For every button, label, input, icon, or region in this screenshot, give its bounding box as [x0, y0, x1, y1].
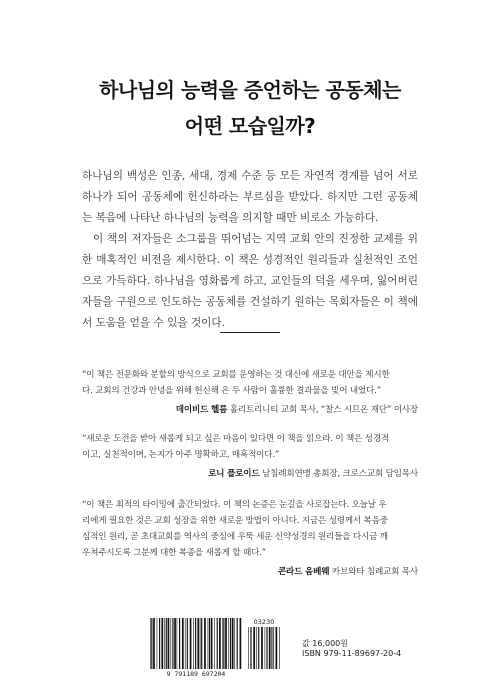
barcode-bar — [150, 618, 151, 669]
endorser-role: 남침례회연맹 총회장, 크로스교회 담임목사 — [262, 469, 418, 479]
addon-barcode-bar — [258, 627, 259, 669]
addon-barcode-bar — [265, 627, 266, 669]
quote-line: “새로운 도전을 받아 새롭게 되고 싶은 마음이 있다면 이 책을 읽으라. 이 책은 성경적 — [82, 434, 390, 444]
barcode-bar — [179, 618, 180, 669]
barcode-bar — [223, 618, 224, 669]
barcode-bar — [204, 618, 206, 669]
addon-barcode-bar — [266, 627, 267, 669]
quote-line: “이 책은 전문화와 분할의 방식으로 교회를 운영하는 것 대신에 새로운 대안을 제시한 — [82, 370, 390, 380]
endorser-name: 콘라드 음베웨 — [277, 567, 330, 577]
barcode-bar — [190, 618, 192, 669]
barcode-bar — [174, 618, 176, 669]
barcode-bar — [230, 618, 231, 669]
barcode-bar — [195, 618, 196, 669]
barcode-human-readable-digits: 9 791189 697204 — [166, 670, 226, 678]
barcode-bar — [240, 618, 242, 669]
barcode-bar — [187, 618, 188, 669]
quote-line: 다. 교회의 건강과 안녕을 위해 헌신해 온 두 사람이 훌륭한 결과물을 빚어 내었다.” — [82, 386, 381, 396]
title-line-1: 하나님의 능력을 증언하는 공동체는 — [99, 78, 401, 102]
addon-barcode-bar — [253, 627, 255, 669]
barcode-bar — [234, 618, 235, 669]
barcode-graphic — [144, 616, 294, 678]
endorser-role: 카브와타 침례교회 목사 — [331, 567, 418, 577]
quote-line: “이 책은 최적의 타이밍에 출간되었다. 이 책의 논증은 눈길을 사로잡는다. 오늘날 우 — [82, 500, 387, 510]
barcode-addon-digits: 03230 — [253, 618, 275, 626]
quote-line: 리에게 필요한 것은 교회 성장을 위한 새로운 방법이 아니다. 지금은 성령께서 복음중 — [82, 516, 388, 526]
addon-barcode-bar — [248, 627, 249, 669]
barcode-bar — [214, 618, 215, 669]
price-isbn-block — [302, 639, 401, 659]
quote-text — [82, 497, 418, 561]
section-divider — [220, 332, 280, 333]
barcode-bar — [171, 618, 172, 669]
barcode-bar — [217, 618, 218, 669]
isbn-label: ISBN 979-11-89697-20-4 — [302, 649, 402, 658]
addon-barcode-bar — [250, 627, 251, 669]
quote-text — [82, 367, 418, 399]
addon-barcode-bar — [269, 627, 271, 669]
barcode-bar — [222, 618, 223, 669]
barcode-bar — [153, 618, 155, 669]
addon-barcode-bar — [273, 627, 274, 669]
barcode-bar — [208, 618, 209, 669]
book-tagline-title — [0, 72, 500, 144]
barcode-bar — [201, 618, 202, 669]
endorser-name: 로니 플로이드 — [208, 469, 260, 479]
barcode-bar — [228, 618, 229, 669]
book-description — [82, 166, 418, 334]
description-paragraph-2: 이 책의 저자들은 소그룹을 뛰어넘는 지역 교회 안의 진정한 교제를 위한 매혹적인 비전을 제시한다. 이 책은 성경적인 원리들과 실천적인 조언으로 가득하다. 하나님을 영화롭게 하고, 교인들의 덕을 세우며, 잃어버린 자들을 구원으로 인도하는 공동체를 건설하기 원하는 목회자들은 이 책에서 도움을 얻을 수 있을 것이다. — [82, 233, 418, 329]
barcode-bar — [193, 618, 194, 669]
addon-barcode-bar — [271, 627, 272, 669]
endorsement-quote — [82, 431, 418, 482]
isbn-barcode — [144, 616, 294, 678]
barcode-bar — [211, 618, 213, 669]
quote-text — [82, 431, 418, 463]
quote-attribution — [82, 466, 418, 482]
title-line-2: 어떤 모습일까? — [184, 114, 316, 138]
endorser-role: 홀리트리니티 교회 목사, “찰스 시므온 재단” 이사장 — [229, 405, 418, 415]
addon-barcode-bar — [279, 627, 280, 669]
endorsement-quote — [82, 497, 418, 580]
quote-line: 이고, 실천적이며, 논지가 아주 명확하고, 매혹적이다.” — [82, 450, 280, 460]
barcode-bar — [172, 618, 173, 669]
barcode-bar — [219, 618, 221, 669]
barcode-bar — [161, 618, 163, 669]
description-paragraph-1: 하나님의 백성은 인종, 세대, 경제 수준 등 모든 자연적 경계를 넘어 서로 하나가 되어 공동체에 헌신하라는 부르심을 받았다. 하지만 그런 공동체는 복음에 나타난 하나님의 능력을 의지할 때만 비로소 가능하다. — [82, 170, 418, 224]
endorser-name: 데이비드 헬름 — [175, 405, 228, 415]
addon-barcode-bar — [261, 627, 263, 669]
barcode-bar — [209, 618, 210, 669]
addon-barcode-bar — [256, 627, 257, 669]
endorsement-quote — [82, 367, 418, 418]
barcode-bar — [157, 618, 158, 669]
barcode-bar — [177, 618, 178, 669]
barcode-bar — [182, 618, 184, 669]
barcode-bar — [232, 618, 234, 669]
barcode-bar — [197, 618, 199, 669]
price-label: 값 16,000원 — [302, 639, 348, 648]
barcode-bar — [225, 618, 227, 669]
quote-attribution — [82, 402, 418, 418]
barcode-bar — [237, 618, 238, 669]
barcode-bar — [185, 618, 186, 669]
quote-line: 우쳐주시도록 그분께 대한 복종을 새롭게 할 때다.” — [82, 548, 267, 558]
barcode-bar — [200, 618, 201, 669]
barcode-bar — [168, 618, 170, 669]
barcode-bar — [164, 618, 165, 669]
quote-attribution — [82, 564, 418, 580]
barcode-bar — [166, 618, 167, 669]
barcode-bar — [151, 618, 152, 669]
addon-barcode-bar — [276, 627, 278, 669]
barcode-bar — [159, 618, 160, 669]
quote-line: 심적인 원리, 곧 초대교회를 역사의 중심에 우뚝 세운 신약성경의 원리들을 다시금 깨 — [82, 532, 388, 542]
